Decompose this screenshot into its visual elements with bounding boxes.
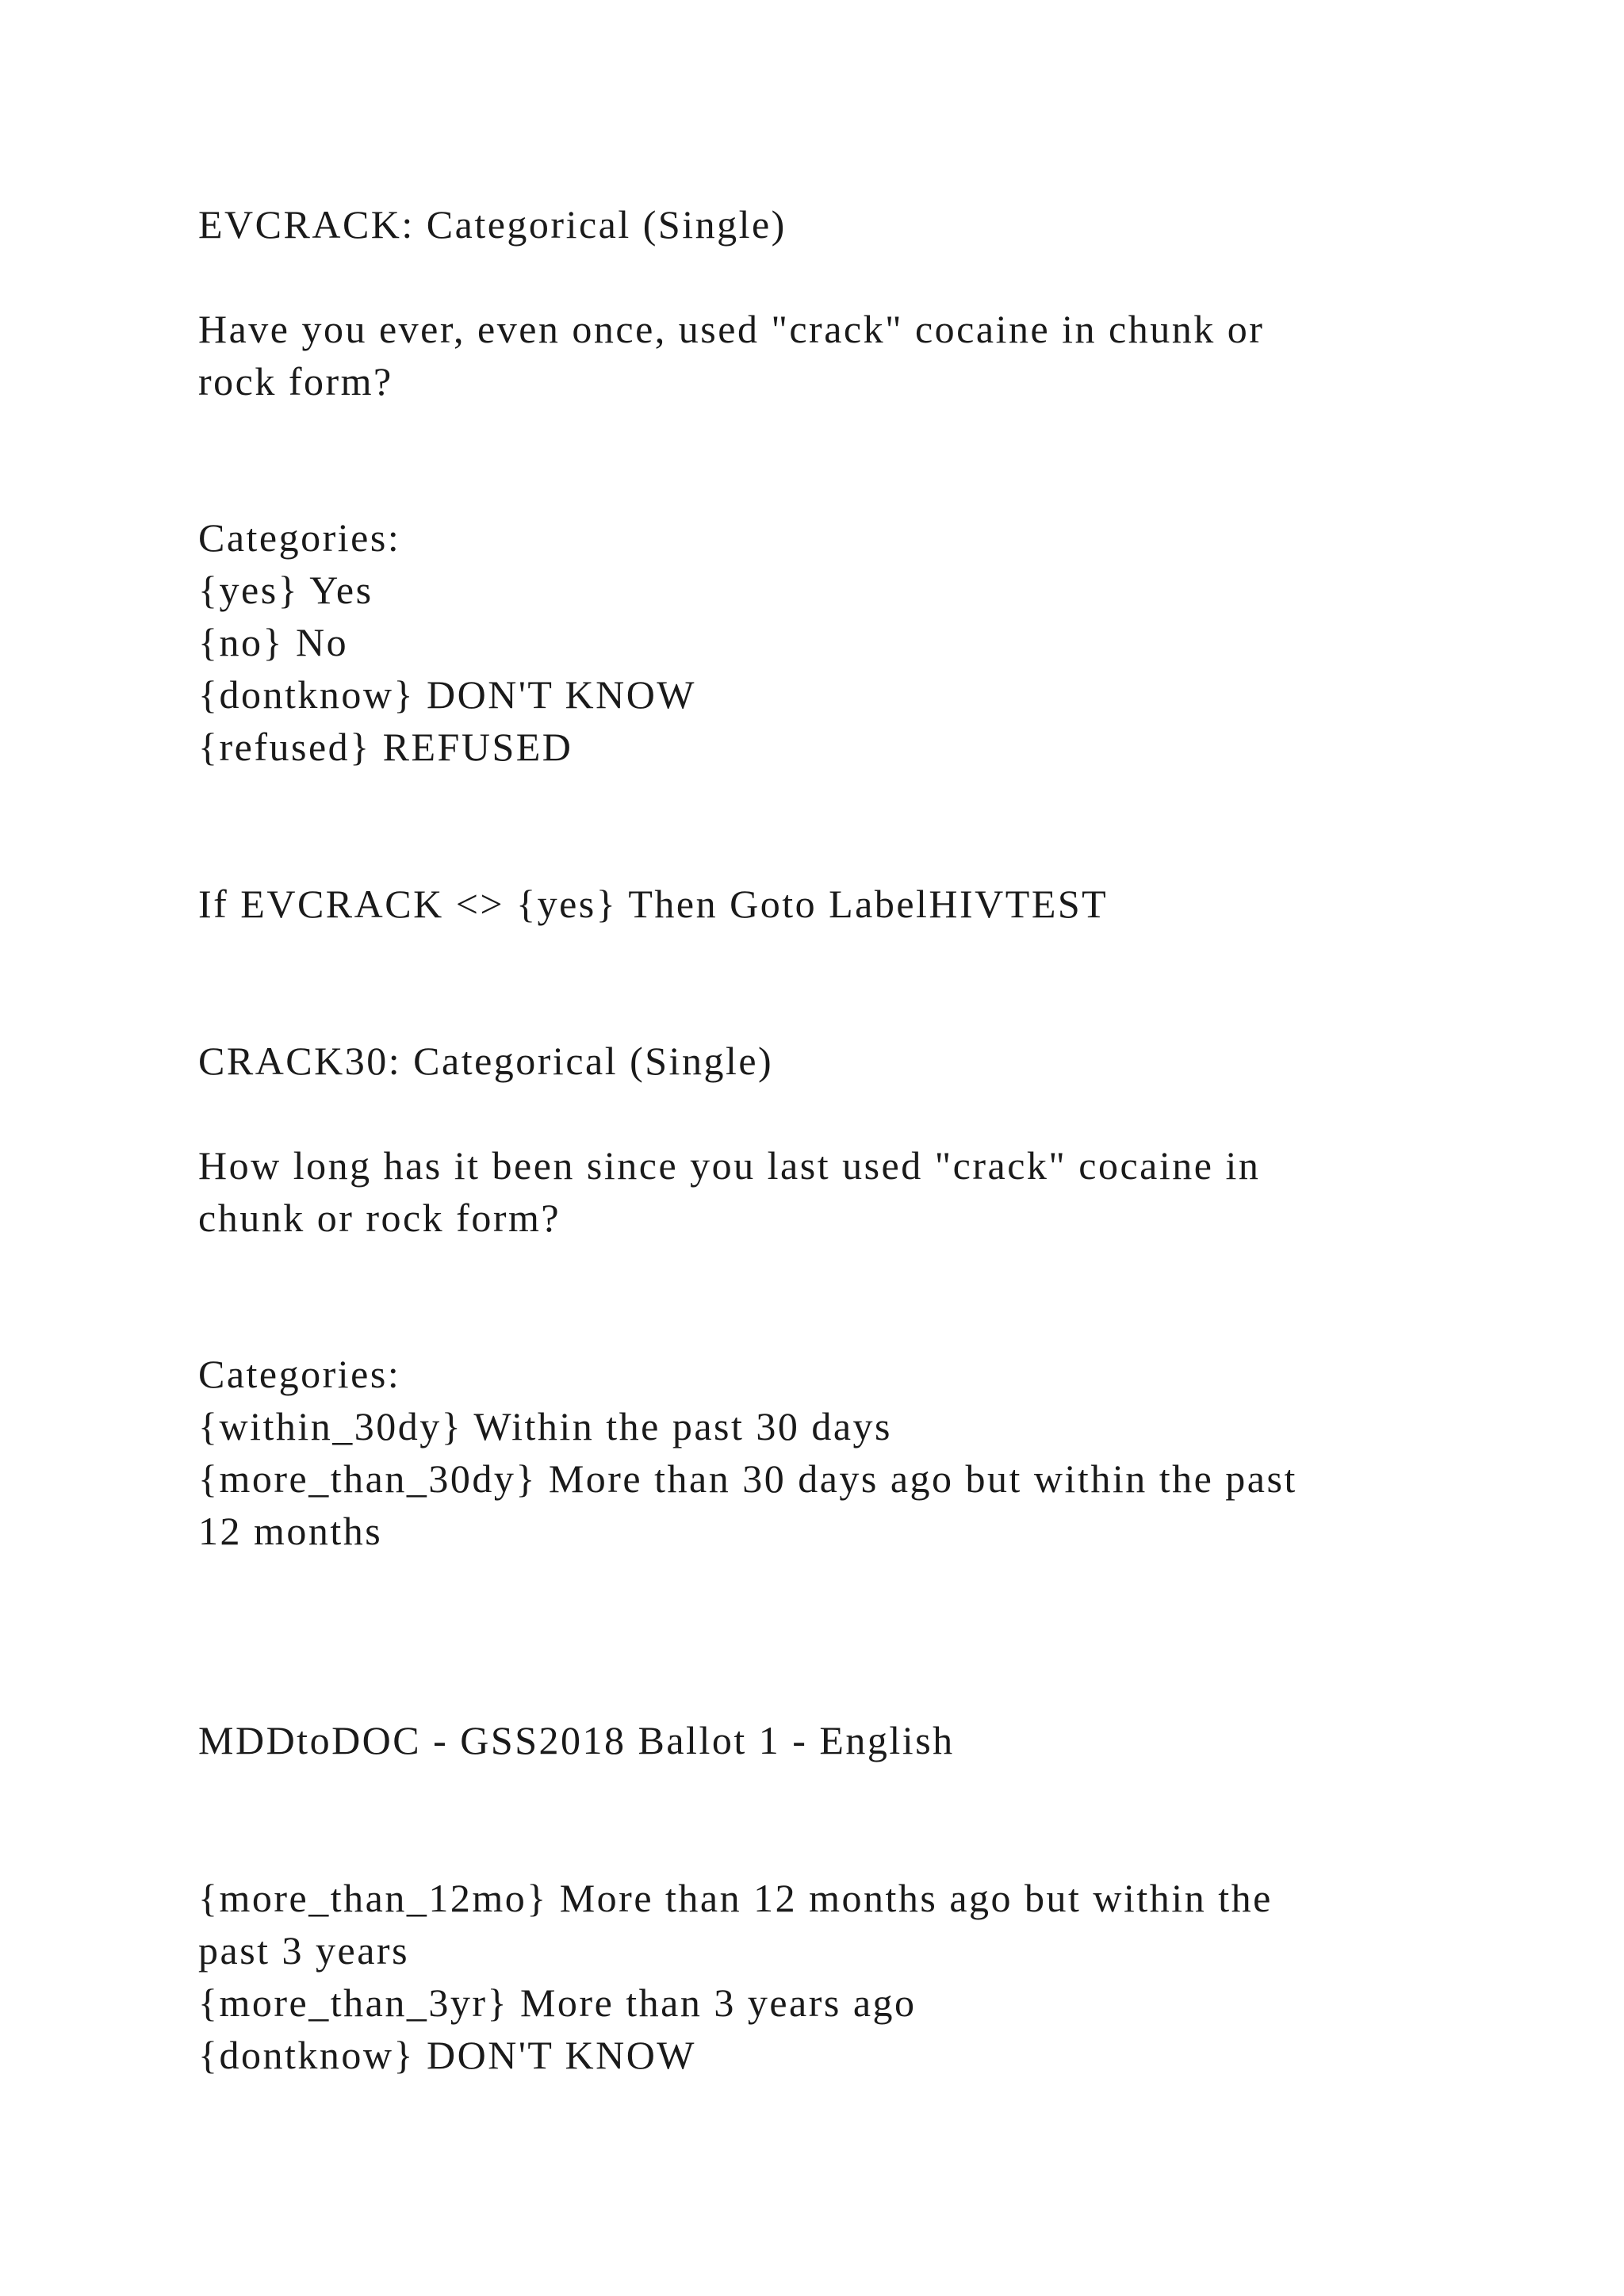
q1-header: EVCRACK: Categorical (Single) (198, 202, 787, 247)
q2-category-within-30dy: {within_30dy} Within the past 30 days (198, 1404, 893, 1448)
q2-category-more-than-30dy-cont: 12 months (198, 1509, 383, 1553)
q2-categories-label: Categories: (198, 1352, 401, 1396)
skip-logic: If EVCRACK <> {yes} Then Goto LabelHIVTEST (198, 882, 1109, 926)
continued-category-more-than-12mo-cont: past 3 years (198, 1928, 410, 1973)
continued-category-dontknow: {dontknow} DON'T KNOW (198, 2033, 696, 2077)
q2-question-line-1: How long has it been since you last used "crack" cocaine in (198, 1143, 1261, 1188)
q1-categories-label: Categories: (198, 515, 401, 560)
q1-category-dontknow: {dontknow} DON'T KNOW (198, 672, 696, 717)
q1-question-line-1: Have you ever, even once, used "crack" cocaine in chunk or (198, 307, 1265, 351)
q2-header: CRACK30: Categorical (Single) (198, 1039, 774, 1083)
q2-question-line-2: chunk or rock form? (198, 1196, 561, 1240)
continued-category-more-than-12mo: {more_than_12mo} More than 12 months ago but within the (198, 1876, 1273, 1920)
q1-category-no: {no} No (198, 620, 349, 664)
q1-category-yes: {yes} Yes (198, 568, 373, 612)
page-footer: MDDtoDOC - GSS2018 Ballot 1 - English (198, 1718, 955, 1762)
q2-category-more-than-30dy: {more_than_30dy} More than 30 days ago but within the past (198, 1456, 1297, 1501)
continued-category-more-than-3yr: {more_than_3yr} More than 3 years ago (198, 1980, 917, 2025)
q1-category-refused: {refused} REFUSED (198, 725, 573, 769)
q1-question-line-2: rock form? (198, 359, 393, 404)
